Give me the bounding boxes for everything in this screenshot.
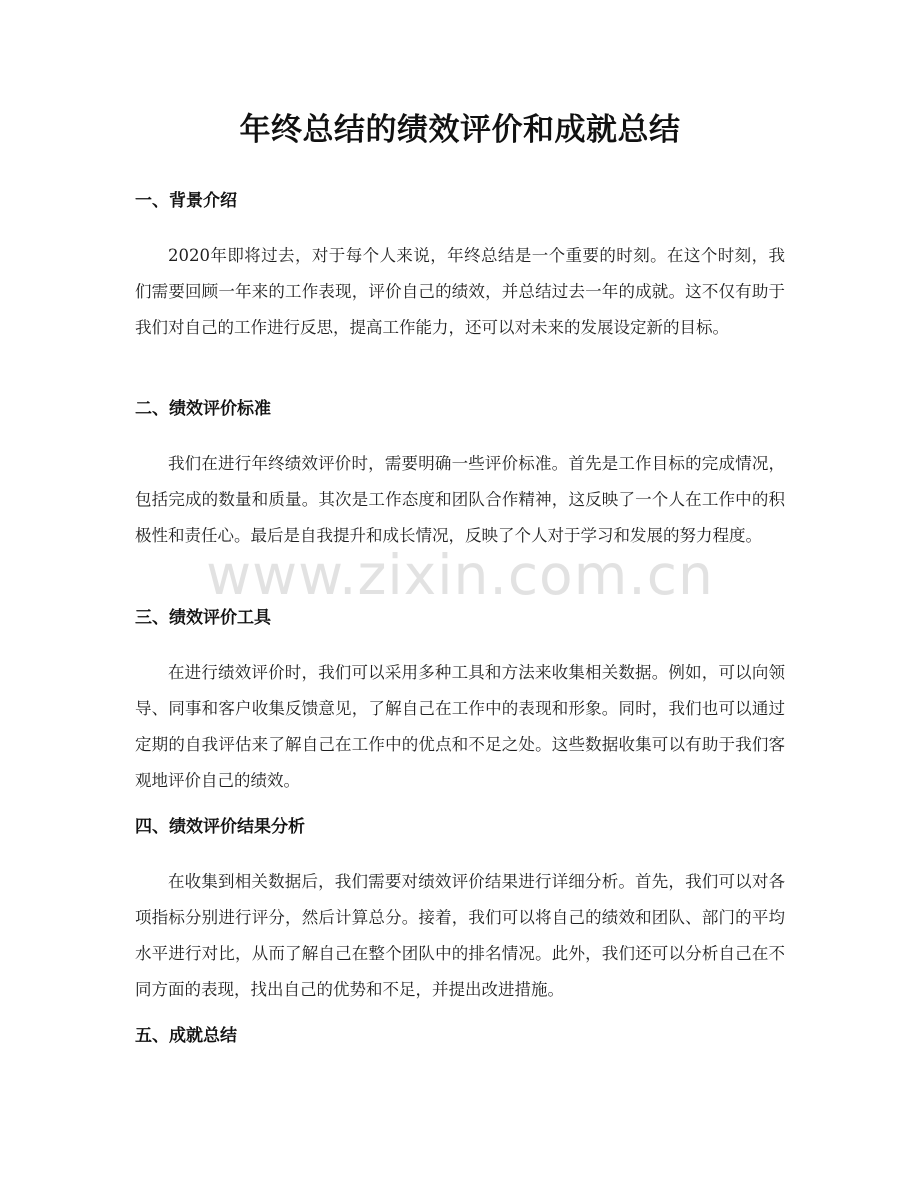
section-heading: 一、背景介绍 [135, 191, 237, 211]
section-evaluation-tools [135, 606, 785, 799]
section-heading: 二、绩效评价标准 [135, 399, 271, 419]
section-result-analysis [135, 815, 785, 1008]
section-paragraph: 在进行绩效评价时，我们可以采用多种工具和方法来收集相关数据。例如，可以向领导、同事和客户收集反馈意见，了解自己在工作中的表现和形象。同时，我们也可以通过定期的自我评估来了解自己在工作中的优点和不足之处。这些数据收集可以有助于我们客观地评价自己的绩效。 [135, 663, 785, 790]
section-heading: 五、成就总结 [135, 1026, 237, 1046]
section-achievements [135, 1024, 785, 1048]
watermark: www.zixin.com.cn [206, 543, 714, 607]
section-heading: 四、绩效评价结果分析 [135, 817, 305, 837]
section-paragraph: 2020年即将过去，对于每个人来说，年终总结是一个重要的时刻。在这个时刻，我们需要回顾一年来的工作表现，评价自己的绩效，并总结过去一年的成就。这不仅有助于我们对自己的工作进行反思，提高工作能力，还可以对未来的发展设定新的目标。 [135, 246, 785, 337]
section-heading: 三、绩效评价工具 [135, 608, 271, 628]
section-background [135, 189, 785, 346]
section-evaluation-criteria [135, 397, 785, 554]
document-title: 年终总结的绩效评价和成就总结 [239, 112, 681, 148]
section-paragraph: 我们在进行年终绩效评价时，需要明确一些评价标准。首先是工作目标的完成情况，包括完成的数量和质量。其次是工作态度和团队合作精神，这反映了一个人在工作中的积极性和责任心。最后是自我提升和成长情况，反映了个人对于学习和发展的努力程度。 [135, 454, 785, 545]
section-paragraph: 在收集到相关数据后，我们需要对绩效评价结果进行详细分析。首先，我们可以对各项指标分别进行评分，然后计算总分。接着，我们可以将自己的绩效和团队、部门的平均水平进行对比，从而了解自己在整个团队中的排名情况。此外，我们还可以分析自己在不同方面的表现，找出自己的优势和不足，并提出改进措施。 [135, 872, 785, 999]
